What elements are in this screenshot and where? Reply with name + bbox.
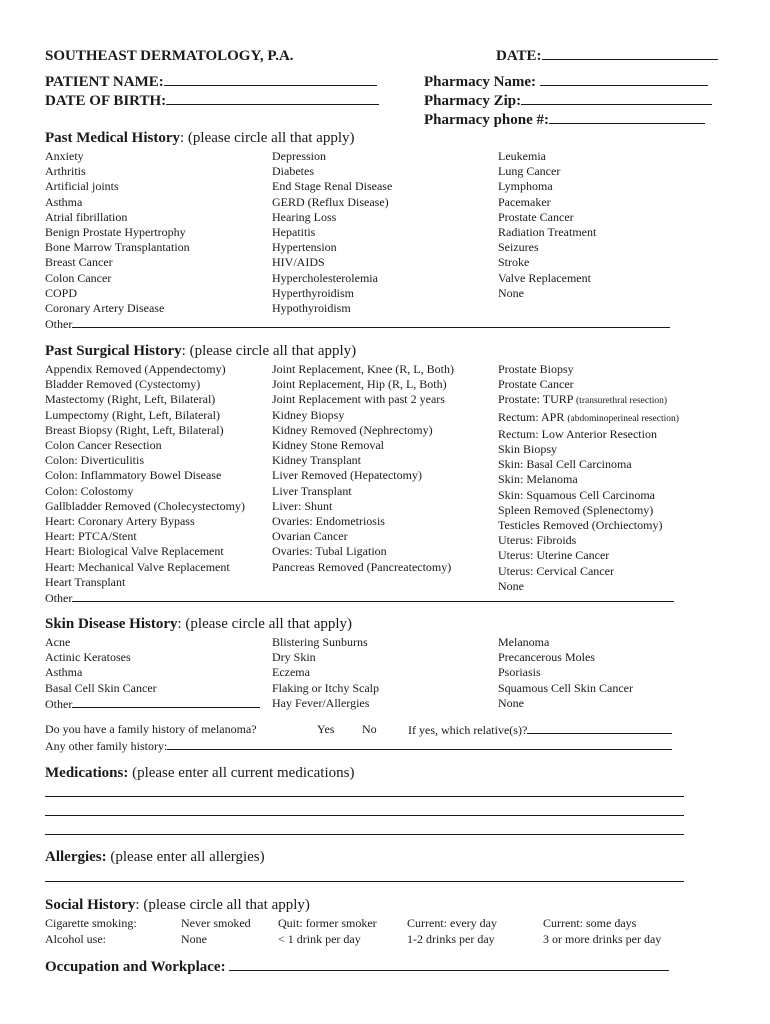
skin-col-3 <box>498 635 633 711</box>
smoking-option[interactable]: Quit: former smoker <box>278 916 377 930</box>
surgical-other-input-line[interactable] <box>72 590 674 602</box>
skin-history-title: Skin Disease History <box>45 616 178 632</box>
social-history-title: Social History <box>45 897 136 913</box>
list-item[interactable]: Uterus: Fibroids <box>498 533 577 548</box>
skin-col-2 <box>272 635 379 711</box>
alcohol-label: Alcohol use: <box>45 932 106 946</box>
date-input-line[interactable] <box>542 48 718 60</box>
pharmacy-phone-field[interactable] <box>424 112 705 129</box>
list-item[interactable]: Hyperthyroidism <box>272 285 354 300</box>
medical-history-instruction: : (please circle all that apply) <box>179 130 355 146</box>
list-item[interactable]: Kidney Transplant <box>272 453 362 468</box>
list-item[interactable]: Radiation Treatment <box>498 225 597 240</box>
medical-other-label: Other <box>45 317 73 331</box>
list-item[interactable]: Stroke <box>498 255 530 270</box>
list-item[interactable]: Colon Cancer Resection <box>45 438 162 453</box>
list-item[interactable]: Artificial joints <box>45 179 119 194</box>
smoking-label: Cigarette smoking: <box>45 916 137 930</box>
list-item[interactable]: Mastectomy (Right, Left, Bilateral) <box>45 392 216 407</box>
medications-line-3[interactable] <box>45 834 684 835</box>
list-item[interactable]: Heart: PTCA/Stent <box>45 529 137 544</box>
list-item[interactable]: Pacemaker <box>498 194 551 209</box>
list-item[interactable]: Breast Biopsy (Right, Left, Bilateral) <box>45 422 224 437</box>
list-item[interactable]: HIV/AIDS <box>272 255 325 270</box>
list-item[interactable]: Dry Skin <box>272 650 316 665</box>
list-item[interactable]: Colon: Diverticulitis <box>45 453 144 468</box>
list-item[interactable]: Atrial fibrillation <box>45 209 128 224</box>
list-item[interactable]: Bladder Removed (Cystectomy) <box>45 377 201 392</box>
other-family-history-label: Any other family history: <box>45 739 168 753</box>
list-item[interactable]: Diabetes <box>272 164 314 179</box>
list-item[interactable]: Heart: Biological Valve Replacement <box>45 544 224 559</box>
list-item[interactable]: Arthritis <box>45 164 86 179</box>
alcohol-option[interactable]: 1-2 drinks per day <box>407 932 495 946</box>
list-item[interactable]: Basal Cell Skin Cancer <box>45 680 157 695</box>
list-item[interactable]: Pancreas Removed (Pancreatectomy) <box>272 559 452 574</box>
social-history-instruction: : (please circle all that apply) <box>135 897 310 913</box>
surgical-col-3 <box>498 362 679 594</box>
list-item[interactable]: Lymphoma <box>498 179 553 194</box>
smoking-option[interactable]: Current: some days <box>543 916 637 930</box>
medical-col-1 <box>45 149 190 316</box>
list-item[interactable]: Asthma <box>45 665 83 680</box>
list-item[interactable]: Joint Replacement with past 2 years <box>272 392 445 407</box>
medical-col-2 <box>272 149 392 316</box>
which-relative-label: If yes, which relative(s)? <box>408 723 528 737</box>
list-item[interactable]: Kidney Stone Removal <box>272 438 384 453</box>
pharmacy-name-field[interactable] <box>424 74 708 91</box>
skin-history-heading <box>45 616 352 633</box>
alcohol-option[interactable]: < 1 drink per day <box>278 932 361 946</box>
list-item[interactable]: Seizures <box>498 240 539 255</box>
list-item[interactable]: Spleen Removed (Splenectomy) <box>498 502 654 517</box>
family-melanoma-no[interactable]: No <box>362 722 377 736</box>
skin-other-field[interactable] <box>45 696 260 712</box>
occupation-input-line[interactable] <box>229 959 669 971</box>
list-item[interactable]: Rectum: Low Anterior Resection <box>498 426 657 441</box>
list-item[interactable]: Benign Prostate Hypertrophy <box>45 225 186 240</box>
medical-history-title: Past Medical History <box>45 130 180 146</box>
list-item[interactable]: None <box>498 285 524 300</box>
list-item[interactable]: Liver: Shunt <box>272 498 333 513</box>
pharmacy-zip-field[interactable] <box>424 93 712 110</box>
smoking-option[interactable]: Never smoked <box>181 916 251 930</box>
apr-note: (abdominoperineal resection) <box>567 413 679 424</box>
list-item[interactable]: Prostate Biopsy <box>498 362 574 376</box>
list-item[interactable]: Breast Cancer <box>45 255 113 270</box>
smoking-option[interactable]: Current: every day <box>407 916 497 930</box>
list-item[interactable] <box>498 392 679 409</box>
other-family-history-input-line[interactable] <box>167 738 672 750</box>
list-item[interactable]: Gallbladder Removed (Cholecystectomy) <box>45 498 245 513</box>
surgical-history-heading <box>45 343 356 360</box>
list-item[interactable]: Squamous Cell Skin Cancer <box>498 680 633 695</box>
list-item[interactable]: Skin: Basal Cell Carcinoma <box>498 457 632 472</box>
list-item[interactable]: Hypercholesterolemia <box>272 270 378 285</box>
list-item[interactable]: Prostate Cancer <box>498 377 574 392</box>
list-item[interactable]: Hypertension <box>272 240 337 255</box>
allergies-heading <box>45 849 265 866</box>
list-item[interactable]: Heart: Mechanical Valve Replacement <box>45 559 230 574</box>
list-item[interactable]: Kidney Removed (Nephrectomy) <box>272 422 433 437</box>
list-item[interactable]: Eczema <box>272 665 310 680</box>
pharmacy-phone-input-line[interactable] <box>549 112 705 124</box>
apr-label: Rectum: APR <box>498 409 565 424</box>
list-item[interactable]: Colon Cancer <box>45 270 112 285</box>
medications-instruction: (please enter all current medications) <box>128 765 355 781</box>
pharmacy-zip-label: Pharmacy Zip: <box>424 93 522 109</box>
list-item[interactable]: Hypothyroidism <box>272 301 351 316</box>
allergies-title: Allergies: <box>45 849 107 865</box>
medications-title: Medications: <box>45 765 129 781</box>
medical-other-input-line[interactable] <box>72 316 670 328</box>
list-item[interactable]: Testicles Removed (Orchiectomy) <box>498 518 663 533</box>
list-item[interactable]: Coronary Artery Disease <box>45 301 165 316</box>
surgical-other-label: Other <box>45 591 73 605</box>
list-item[interactable]: Prostate Cancer <box>498 209 574 224</box>
family-melanoma-yes[interactable]: Yes <box>317 722 335 736</box>
list-item[interactable]: None <box>498 695 524 710</box>
pharmacy-phone-label: Pharmacy phone #: <box>424 112 549 128</box>
list-item[interactable]: Skin: Squamous Cell Carcinoma <box>498 487 655 502</box>
list-item[interactable]: End Stage Renal Disease <box>272 179 393 194</box>
list-item[interactable]: Ovaries: Endometriosis <box>272 514 385 529</box>
allergies-instruction: (please enter all allergies) <box>106 849 265 865</box>
skin-col-1 <box>45 635 260 712</box>
list-item[interactable]: Uterus: Uterine Cancer <box>498 548 610 563</box>
list-item[interactable]: Liver Removed (Hepatectomy) <box>272 468 422 483</box>
list-item[interactable]: Melanoma <box>498 635 550 649</box>
list-item[interactable]: Joint Replacement, Knee (R, L, Both) <box>272 362 454 376</box>
list-item[interactable]: Hearing Loss <box>272 209 337 224</box>
surgical-col-1 <box>45 362 245 590</box>
list-item[interactable]: Flaking or Itchy Scalp <box>272 680 379 695</box>
medications-line-1[interactable] <box>45 796 684 797</box>
surgical-history-instruction: : (please circle all that apply) <box>181 343 357 359</box>
skin-history-instruction: : (please circle all that apply) <box>177 616 353 632</box>
social-history-heading <box>45 897 310 914</box>
date-field[interactable] <box>496 48 718 65</box>
turp-label: Prostate: TURP <box>498 392 574 407</box>
list-item[interactable]: Depression <box>272 149 326 163</box>
turp-note: (transurethral resection) <box>576 396 668 407</box>
patient-name-input-line[interactable] <box>164 74 377 86</box>
list-item[interactable]: Liver Transplant <box>272 483 352 498</box>
list-item[interactable]: Heart: Coronary Artery Bypass <box>45 514 195 529</box>
surgical-history-title: Past Surgical History <box>45 343 182 359</box>
occupation-field[interactable] <box>45 959 669 976</box>
medical-col-3 <box>498 149 596 301</box>
list-item[interactable]: Ovarian Cancer <box>272 529 348 544</box>
allergies-line[interactable] <box>45 881 684 882</box>
medical-history-heading <box>45 130 354 147</box>
list-item[interactable]: Uterus: Cervical Cancer <box>498 563 614 578</box>
dob-label: DATE OF BIRTH: <box>45 93 167 109</box>
pharmacy-zip-input-line[interactable] <box>521 93 712 105</box>
occupation-title: Occupation and Workplace: <box>45 959 226 975</box>
patient-name-label: PATIENT NAME: <box>45 74 164 90</box>
list-item[interactable]: Blistering Sunburns <box>272 635 368 649</box>
other-family-history-field[interactable] <box>45 738 672 754</box>
list-item[interactable]: Appendix Removed (Appendectomy) <box>45 362 226 376</box>
list-item[interactable]: Precancerous Moles <box>498 650 595 665</box>
list-item[interactable]: Leukemia <box>498 149 546 163</box>
list-item[interactable]: Bone Marrow Transplantation <box>45 240 190 255</box>
list-item[interactable]: Actinic Keratoses <box>45 650 131 665</box>
list-item[interactable]: Anxiety <box>45 149 84 163</box>
skin-other-input-line[interactable] <box>72 696 260 708</box>
list-item[interactable]: Asthma <box>45 194 83 209</box>
list-item[interactable]: Skin: Melanoma <box>498 472 578 487</box>
list-item[interactable]: Psoriasis <box>498 665 541 680</box>
practice-name: SOUTHEAST DERMATOLOGY, P.A. <box>45 48 294 64</box>
list-item[interactable] <box>498 410 679 427</box>
list-item[interactable]: Acne <box>45 635 71 649</box>
which-relative-field[interactable] <box>408 722 672 738</box>
list-item[interactable]: Valve Replacement <box>498 270 591 285</box>
medications-heading <box>45 765 354 782</box>
which-relative-input-line[interactable] <box>527 722 672 734</box>
list-item[interactable]: Lung Cancer <box>498 164 561 179</box>
surgical-other-field[interactable] <box>45 590 674 606</box>
patient-name-field[interactable] <box>45 74 377 91</box>
dob-field[interactable] <box>45 93 379 110</box>
list-item[interactable]: Kidney Biopsy <box>272 407 345 422</box>
list-item[interactable]: Colon: Colostomy <box>45 483 134 498</box>
dob-input-line[interactable] <box>166 93 379 105</box>
list-item[interactable]: COPD <box>45 285 78 300</box>
list-item[interactable]: Colon: Inflammatory Bowel Disease <box>45 468 222 483</box>
list-item[interactable]: GERD (Reflux Disease) <box>272 194 389 209</box>
alcohol-option[interactable]: 3 or more drinks per day <box>543 932 662 946</box>
pharmacy-name-input-line[interactable] <box>540 74 708 86</box>
medical-other-field[interactable] <box>45 316 670 332</box>
medications-line-2[interactable] <box>45 815 684 816</box>
date-label: DATE: <box>496 48 542 64</box>
list-item[interactable]: None <box>498 578 524 593</box>
skin-other-label: Other <box>45 696 73 711</box>
list-item[interactable]: Ovaries: Tubal Ligation <box>272 544 387 559</box>
list-item[interactable]: Joint Replacement, Hip (R, L, Both) <box>272 377 447 392</box>
list-item[interactable]: Heart Transplant <box>45 574 126 589</box>
list-item[interactable]: Hepatitis <box>272 225 316 240</box>
list-item[interactable]: Lumpectomy (Right, Left, Bilateral) <box>45 407 220 422</box>
pharmacy-name-label: Pharmacy Name: <box>424 74 537 90</box>
list-item[interactable]: Skin Biopsy <box>498 442 558 457</box>
surgical-col-2 <box>272 362 454 575</box>
alcohol-option[interactable]: None <box>181 932 207 946</box>
family-melanoma-question: Do you have a family history of melanoma? <box>45 722 257 736</box>
list-item[interactable]: Hay Fever/Allergies <box>272 695 370 710</box>
